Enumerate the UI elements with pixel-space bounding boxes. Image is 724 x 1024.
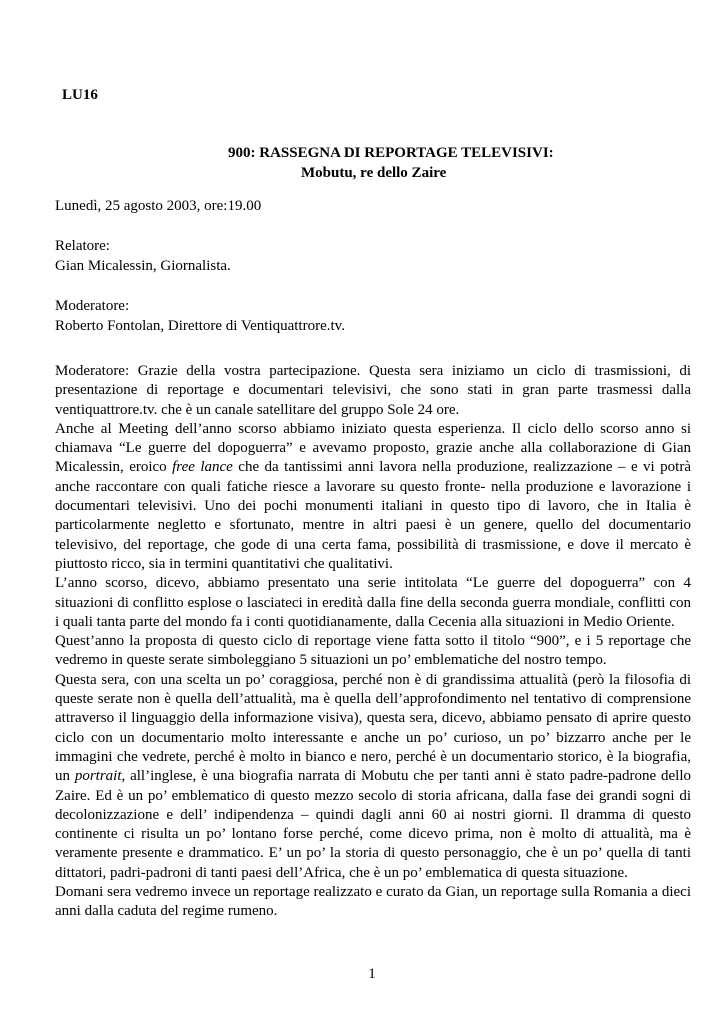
page-number: 1 bbox=[368, 966, 376, 982]
paragraph-5-italic: portrait bbox=[74, 768, 122, 785]
paragraph-3: L’anno scorso, dicevo, abbiamo presentato una serie intitolata “Le guerre del dopoguerra” con 4 situazioni di conflitto esplose o lasciateci in eredità dalla fine della seconda guerra mondiale, conflitti con i quali tanta parte del mondo fa i conti quotidianamente, dalla Cecenia alla situazioni in Medio Oriente. bbox=[55, 575, 691, 630]
moderator-name: Roberto Fontolan, Direttore di Ventiquattrore.tv. bbox=[55, 318, 345, 334]
event-details bbox=[55, 196, 695, 336]
event-date: Lunedì, 25 agosto 2003, ore:19.00 bbox=[55, 198, 262, 214]
paragraph-5-text-b: , all’inglese, è una biografia narrata di Mobutu che per tanti anni è stato padre-padrone dello Zaire. Ed è un po’ emblematico di questo mezzo secolo di storia africana, dalla fase dei grandi sogni di decolonizzazione e dell’ indipendenza – quindi dagli anni 60 ai nostri giorni. Il dramma di questo continente ci risulta un po’ lontano forse perché, come dicevo prima, non è molto di attualità, ma è veramente presente e drammatico. E’ un po’ la storia di questo personaggio, che è un po’ quella di tanti dittatori, padri-padroni di tanti paesi dell’Africa, che è un po’ emblematica di questa situazione. bbox=[55, 768, 692, 881]
moderator-label: Moderatore: bbox=[55, 298, 130, 314]
paragraph-6: Domani sera vedremo invece un reportage realizzato e curato da Gian, un reportage sulla Romania a dieci anni dalla caduta del regime rumeno. bbox=[55, 884, 691, 920]
title-line-1: 900: RASSEGNA DI REPORTAGE TELEVISIVI: bbox=[228, 145, 554, 161]
paragraph-2 bbox=[55, 420, 691, 574]
paragraph-2-text-a: Anche al Meeting dell’anno scorso abbiamo iniziato questa esperienza. Il ciclo dello scorso anno si chiamava “Le guerre del dopoguerra” e avevamo proposto, grazie anche alla collaborazione di Gian Micalessin, eroico bbox=[55, 420, 691, 476]
speaker-label: Relatore: bbox=[55, 238, 110, 254]
paragraph-2-text-b: che da tantissimi anni lavora nella produzione, realizzazione – e vi potrà anche raccontare con quali fatiche riesce a lavorare su questo fronte- nella produzione e lavorazione i documentari televisivi. Uno dei pochi monumenti italiani in questo tipo di lavoro, che in Italia è particolarmente negletto e sfortunato, mentre in altri paesi è un genere, quello del documentario televisivo, del reportage, che gode di una certa fama, possibilità di trasmissione, e dove il mercato è piuttosto ricco, sia in termini quantitativi che qualitativi. bbox=[55, 459, 691, 572]
transcript-body bbox=[55, 362, 691, 922]
paragraph-5 bbox=[55, 671, 691, 883]
document-code: LU16 bbox=[62, 87, 98, 103]
paragraph-2-italic: free lance bbox=[172, 459, 233, 476]
paragraph-5-text-a: Questa sera, con una scelta un po’ coraggiosa, perché non è di grandissima attualità (però la filosofia di queste serate non è quella dell’attualità, ma è quella dell’approfondimento nel tentativo di comprensione attraverso il linguaggio della informazione visiva), questa sera, dicevo, abbiamo pensato di aprire questo ciclo con un documentario molto interessante e anche un po’ curioso, un po’ bizzarro anche per le immagini che vedrete, perché è molto in bianco e nero, perché è un documentario storico, è la biografia, un bbox=[55, 671, 691, 785]
paragraph-4: Quest’anno la proposta di questo ciclo di reportage viene fatta sotto il titolo “900”, e i 5 reportage che vedremo in queste serate simboleggiano 5 situazioni un po’ emblematiche del nostro tempo. bbox=[55, 633, 691, 669]
title-line-2: Mobutu, re dello Zaire bbox=[301, 165, 447, 181]
paragraph-1: Moderatore: Grazie della vostra partecipazione. Questa sera iniziamo un ciclo di trasmissioni, di presentazione di reportage e documentari televisivi, che sono stati in gran parte trasmessi dalla ventiquattrore.tv. che è un canale satellitare del gruppo Sole 24 ore. bbox=[55, 363, 691, 418]
speaker-name: Gian Micalessin, Giornalista. bbox=[55, 258, 231, 274]
